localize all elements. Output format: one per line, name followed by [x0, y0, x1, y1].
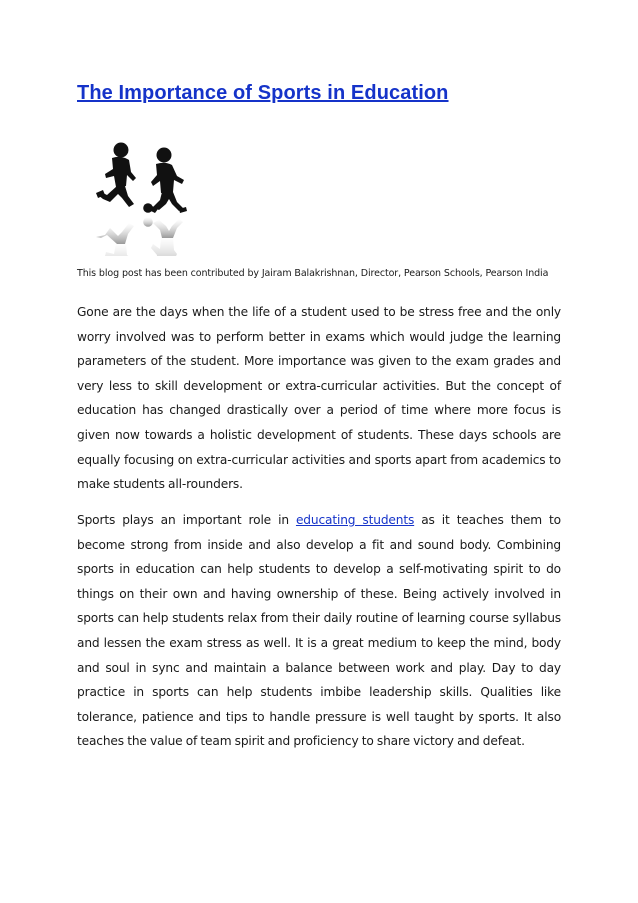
body-paragraph-1: Gone are the days when the life of a student used to be stress free and the only worry involved was to perform better in exams which would judge the learning parameters of the student. More importance was given to the exam grades and very less to skill development or extra-curricular activities. But the concept of education has changed drastically over a period of time where more focus is given now towards a holistic development of students. These days schools are equally focusing on extra-curricular activities and sports apart from academics to make students all-rounders.	[77, 305, 561, 492]
page-title[interactable]: The Importance of Sports in Education	[77, 82, 449, 104]
author-attribution: This blog post has been contributed by Jairam Balakrishnan, Director, Pearson Schools, Pearson India	[77, 268, 549, 279]
paragraph-2-text-after-link: as it teaches them to become strong from inside and also develop a fit and sound body. Combining sports in education can help students to develop a self-motivating spirit to do things on their own and having ownership of these. Being actively involved in sports can help students relax from their daily routine of learning course syllabus and lessen the exam stress as well. It is a great medium to keep the mind, body and soul in sync and maintain a balance between work and play. Day to day practice in sports can help students imbibe leadership skills. Qualities like tolerance, patience and tips to handle pressure is well taught by sports. It also teaches the value of team spirit and proficiency to share victory and defeat.	[77, 513, 561, 749]
paragraph-2-text-before-link: Sports plays an important role in	[77, 513, 296, 527]
children-playing-football-icon	[76, 138, 208, 256]
educating-students-link[interactable]: educating students	[295, 513, 415, 527]
body-paragraph-2	[77, 508, 561, 754]
